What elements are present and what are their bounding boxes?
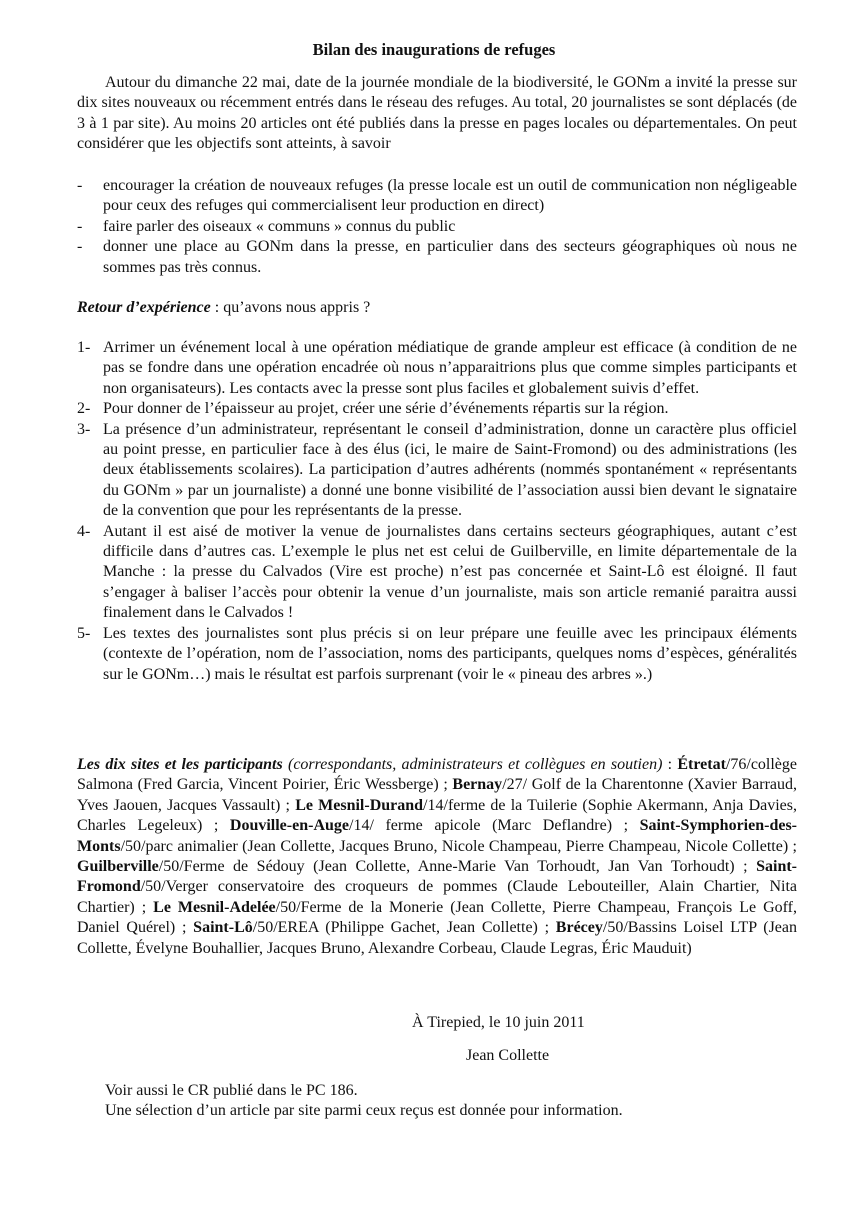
signature: Jean Collette: [466, 1047, 550, 1064]
site-detail: /50/Ferme de la Monerie (Jean Collette, Pierre Champeau, François Le Goff, Daniel Quérel) ;: [77, 898, 797, 937]
lessons-list: [77, 338, 797, 685]
site-detail: /50/EREA (Philippe Gachet, Jean Collette) ;: [252, 919, 556, 937]
site-detail: /14/ferme de la Tuilerie (Sophie Akermann, Anja Davies, Charles Legeleux) ;: [77, 796, 798, 835]
objective-item: - donner une place au GONm dans la presse, en particulier dans des secteurs géographiques où nous ne sommes pas très connus.: [77, 238, 797, 276]
sites-subtitle: (correspondants, administrateurs et collègues en soutien): [287, 756, 663, 773]
objective-item: - faire parler des oiseaux « communs » connus du public: [77, 217, 456, 235]
site-detail: /50/Bassins Loisel LTP (Jean Collette, Évelyne Bouhallier, Jacques Bruno, Alexandre Corbeau, Claude Legras, Éric Mauduit): [77, 919, 798, 957]
site-name: Saint-Lô: [193, 919, 253, 937]
note-line: Une sélection d’un article par site parmi ceux reçus est donnée pour information.: [105, 1102, 623, 1120]
lesson-item: 1- Arrimer un événement local à une opération médiatique de grande ampleur est efficace (à condition de ne pas se fondre dans une opération encadrée où nous n’apparaitrions plus que comme simples participants et non organisateurs). Les contacts avec la presse sont plus faciles et globalement suivis d’effet.: [77, 339, 797, 397]
intro-paragraph: Autour du dimanche 22 mai, date de la journée mondiale de la biodiversité, le GONm a invité la presse sur dix sites nouveaux ou récemment entrés dans le réseau des refuges. Au total, 20 journalistes se sont déplacés (de 3 à 1 par site). Au moins 20 articles ont été publiés dans la presse en pages locales ou départementales. On peut considérer que les objectifs sont atteints, à savoir: [77, 74, 797, 153]
objective-item: - encourager la création de nouveaux refuges (la presse locale est un outil de communication non négligeable pour ceux des refuges qui commercialisent leur production en direct): [77, 177, 797, 215]
notes: [105, 1081, 623, 1122]
site-detail: /50/Ferme de Sédouy (Jean Collette, Anne-Marie Van Torhoudt, Jan Van Torhoudt) ;: [158, 858, 757, 876]
lesson-item: 4- Autant il est aisé de motiver la venue de journalistes dans certains secteurs géographiques, autant c’est difficile dans d’autres cas. L’exemple le plus net est celui de Guilberville, en limite départementale de la Manche : la presse du Calvados (Vire est proche) n’est pas concernée et Saint-Lô est éloigné. Il faut s’engager à baliser l’accès pour obtenir la venue d’un journaliste, mais son article remanié paraitra aussi finalement dans le Calvados !: [77, 522, 797, 622]
site-name: Brécey: [555, 919, 603, 937]
site-detail: /50/Verger conservatoire des croqueurs de pommes (Claude Lebouteiller, Alain Chartier, Nita Chartier) ;: [77, 878, 797, 916]
lesson-item: 2- Pour donner de l’épaisseur au projet, créer une série d’événements répartis sur la région.: [77, 400, 669, 418]
lesson-item: 5- Les textes des journalistes sont plus précis si on leur prépare une feuille avec les principaux éléments (contexte de l’opération, nom de l’association, noms des participants, quelques noms d’espèces, généralités sur le GONm…) mais le résultat est parfois surprenant (voir le « pineau des arbres ».): [77, 624, 797, 683]
sites-label: Les dix sites et les participants: [77, 756, 283, 773]
retour-question: : qu’avons nous appris ?: [210, 299, 371, 316]
site-name: Bernay: [452, 776, 503, 794]
sites-paragraph: Les dix sites et les participants (correspondants, administrateurs et collègues en soutien) : Étretat/76/collège Salmona (Fred Garcia, Vincent Poirier, Éric Wessberge) ; Bernay/27/ Golf de la Charentonne (Xavier Barraud, Yves Jaouen, Jacques Vassault) ; Le Mesnil-Durand/14/ferme de la Tuilerie (Sophie Akermann, Anja Davies, Charles Legeleux) ; Douville-en-Auge/14/ ferme apicole (Marc Deflandre) ; Saint-Symphorien-des-Monts/50/parc animalier (Jean Collette, Jacques Bruno, Nicole Champeau, Pierre Champeau, Nicole Collette) ; Guilberville/50/Ferme de Sédouy (Jean Collette, Anne-Marie Van Torhoudt, Jan Van Torhoudt) ; Saint-Fromond/50/Verger conservatoire des croqueurs de pommes (Claude Lebouteiller, Alain Chartier, Nita Chartier) ; Le Mesnil-Adelée/50/Ferme de la Monerie (Jean Collette, Pierre Champeau, François Le Goff, Daniel Quérel) ; Saint-Lô/50/EREA (Philippe Gachet, Jean Collette) ; Brécey/50/Bassins Loisel LTP (Jean Collette, Évelyne Bouhallier, Jacques Bruno, Alexandre Corbeau, Claude Legras, Éric Mauduit): [77, 756, 798, 957]
place-date: À Tirepied, le 10 juin 2011: [412, 1014, 585, 1031]
objectives-list: [77, 176, 797, 278]
site-detail: /14/ ferme apicole (Marc Deflandre) ;: [349, 817, 640, 835]
retour-label: Retour d’expérience: [77, 299, 211, 316]
site-name: Le Mesnil-Adelée: [153, 898, 276, 916]
site-name: Étretat: [677, 756, 726, 773]
site-name: Guilberville: [77, 858, 159, 876]
site-name: Douville-en-Auge: [229, 817, 349, 835]
site-name: Le Mesnil-Durand: [295, 796, 424, 814]
retour-heading: [77, 298, 797, 318]
document-title: Bilan des inaugurations de refuges: [312, 40, 556, 59]
lesson-item: 3- La présence d’un administrateur, représentant le conseil d’administration, donne un caractère plus officiel au point presse, en particulier face à des élus (ici, le maire de Saint-Fromond) ou des administrations (les deux établissements scolaires). La participation d’autres adhérents (nommés spontanément « représentants du GONm » par un journaliste) a donné une bonne visibilité de l’association aussi bien devant le signataire de la convention que pour les représentants de la presse.: [77, 420, 797, 520]
site-name: Saint-Symphorien-des-Monts: [77, 817, 797, 855]
note-line: Voir aussi le CR publié dans le PC 186.: [105, 1082, 358, 1099]
site-detail: /27/ Golf de la Charentonne (Xavier Barraud, Yves Jaouen, Jacques Vassault) ;: [77, 776, 797, 814]
site-detail: /76/collège Salmona (Fred Garcia, Vincent Poirier, Éric Wessberge) ;: [77, 756, 798, 794]
site-detail: /50/parc animalier (Jean Collette, Jacques Bruno, Nicole Champeau, Pierre Champeau, Nicole Collette) ;: [120, 837, 797, 855]
site-name: Saint-Fromond: [77, 858, 797, 896]
